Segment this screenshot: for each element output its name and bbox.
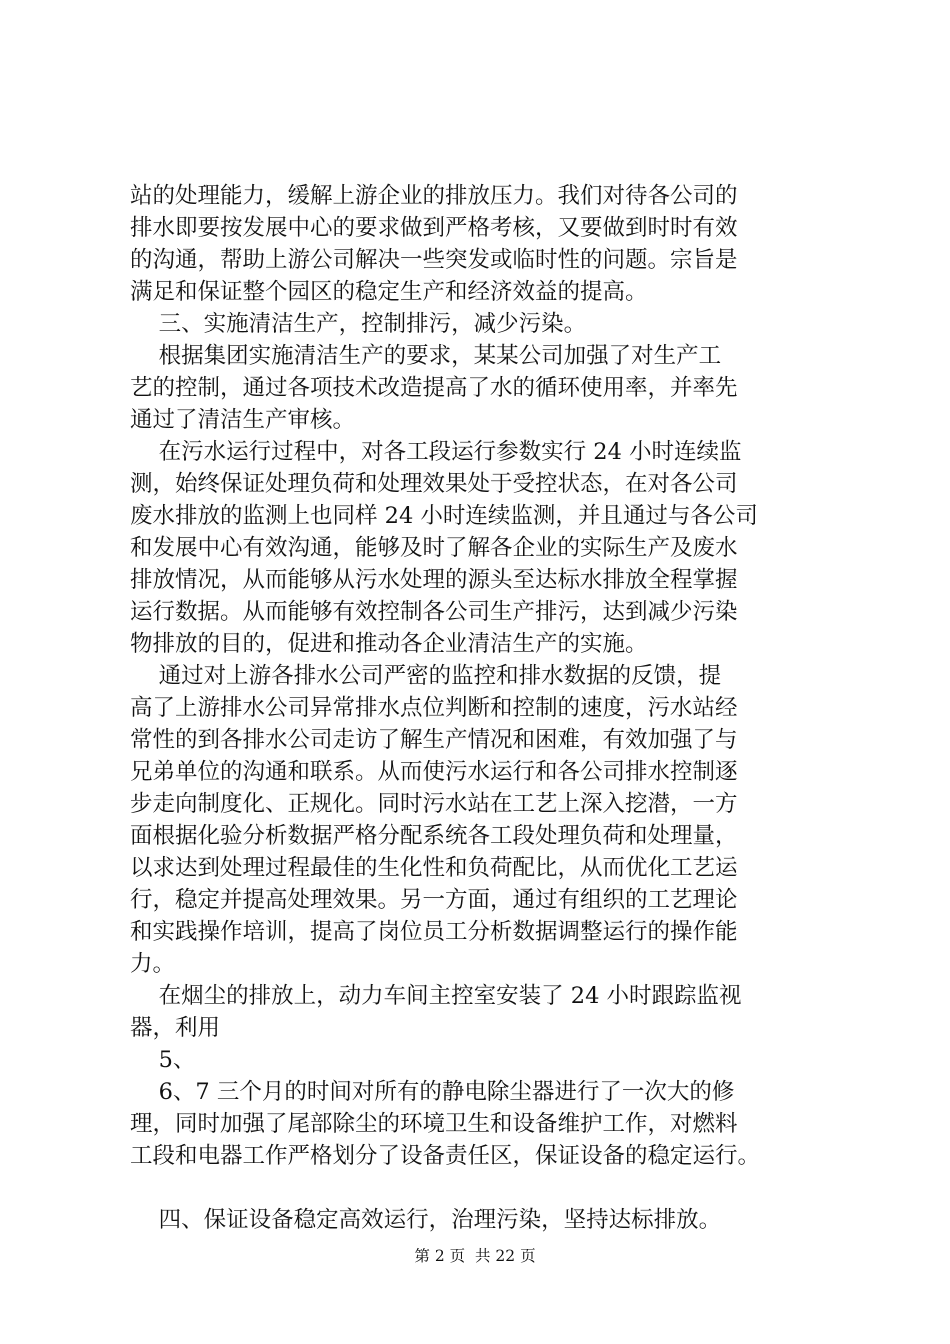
body-text-line: 理，同时加强了尾部除尘的环境卫生和设备维护工作，对燃料: [130, 1111, 738, 1137]
body-text-line: 高了上游排水公司异常排水点位判断和控制的速度，污水站经: [130, 695, 738, 721]
body-text-line: 面根据化验分析数据严格分配系统各工段处理负荷和处理量，: [130, 823, 738, 849]
body-text-line: 器，利用: [130, 1015, 221, 1041]
body-text-line: 工段和电器工作严格划分了设备责任区，保证设备的稳定运行。: [130, 1143, 761, 1169]
body-text-line: 兄弟单位的沟通和联系。从而使污水运行和各公司排水控制逐: [130, 759, 738, 785]
body-text-line: 在污水运行过程中，对各工段运行参数实行 24 小时连续监: [130, 439, 742, 465]
list-number: 5、: [130, 1047, 196, 1073]
body-text-line: 步走向制度化、正规化。同时污水站在工艺上深入挖潜，一方: [130, 791, 738, 817]
section-heading: 四、保证设备稳定高效运行，治理污染，坚持达标排放。: [130, 1207, 722, 1233]
body-text-line: 艺的控制，通过各项技术改造提高了水的循环使用率，并率先: [130, 375, 738, 401]
body-text-line: 测，始终保证处理负荷和处理效果处于受控状态，在对各公司: [130, 471, 738, 497]
body-text-line: 在烟尘的排放上，动力车间主控室安装了 24 小时跟踪监视: [130, 983, 742, 1009]
section-heading: 三、实施清洁生产，控制排污，减少污染。: [130, 311, 587, 337]
body-text-line: 排放情况，从而能够从污水处理的源头至达标水排放全程掌握: [130, 567, 738, 593]
body-text-line: 的沟通，帮助上游公司解决一些突发或临时性的问题。宗旨是: [130, 247, 738, 273]
body-text-line: 通过对上游各排水公司严密的监控和排水数据的反馈，提: [130, 663, 722, 689]
body-text-line: 和实践操作培训，提高了岗位员工分析数据调整运行的操作能: [130, 919, 738, 945]
body-text-line: 和发展中心有效沟通，能够及时了解各企业的实际生产及废水: [130, 535, 738, 561]
body-text-line: 通过了清洁生产审核。: [130, 407, 356, 433]
body-text-line: 站的处理能力，缓解上游企业的排放压力。我们对待各公司的: [130, 183, 738, 209]
body-text-line: 根据集团实施清洁生产的要求，某某公司加强了对生产工: [130, 343, 722, 369]
body-text-line: 满足和保证整个园区的稳定生产和经济效益的提高。: [130, 279, 648, 305]
body-text-line: 行，稳定并提高处理效果。另一方面，通过有组织的工艺理论: [130, 887, 738, 913]
body-text-line: 6、7 三个月的时间对所有的静电除尘器进行了一次大的修: [130, 1079, 735, 1105]
body-text-line: 以求达到处理过程最佳的生化性和负荷配比，从而优化工艺运: [130, 855, 738, 881]
body-text-line: 废水排放的监测上也同样 24 小时连续监测，并且通过与各公司: [130, 503, 758, 529]
page-footer: 第 2 页 共 22 页: [414, 1247, 536, 1265]
body-text-line: 物排放的目的，促进和推动各企业清洁生产的实施。: [130, 631, 648, 657]
body-text-line: 常性的到各排水公司走访了解生产情况和困难，有效加强了与: [130, 727, 738, 753]
body-text-line: 力。: [130, 951, 176, 977]
body-text-line: 运行数据。从而能够有效控制各公司生产排污，达到减少污染: [130, 599, 738, 625]
body-text-line: 排水即要按发展中心的要求做到严格考核，又要做到时时有效: [130, 215, 738, 241]
